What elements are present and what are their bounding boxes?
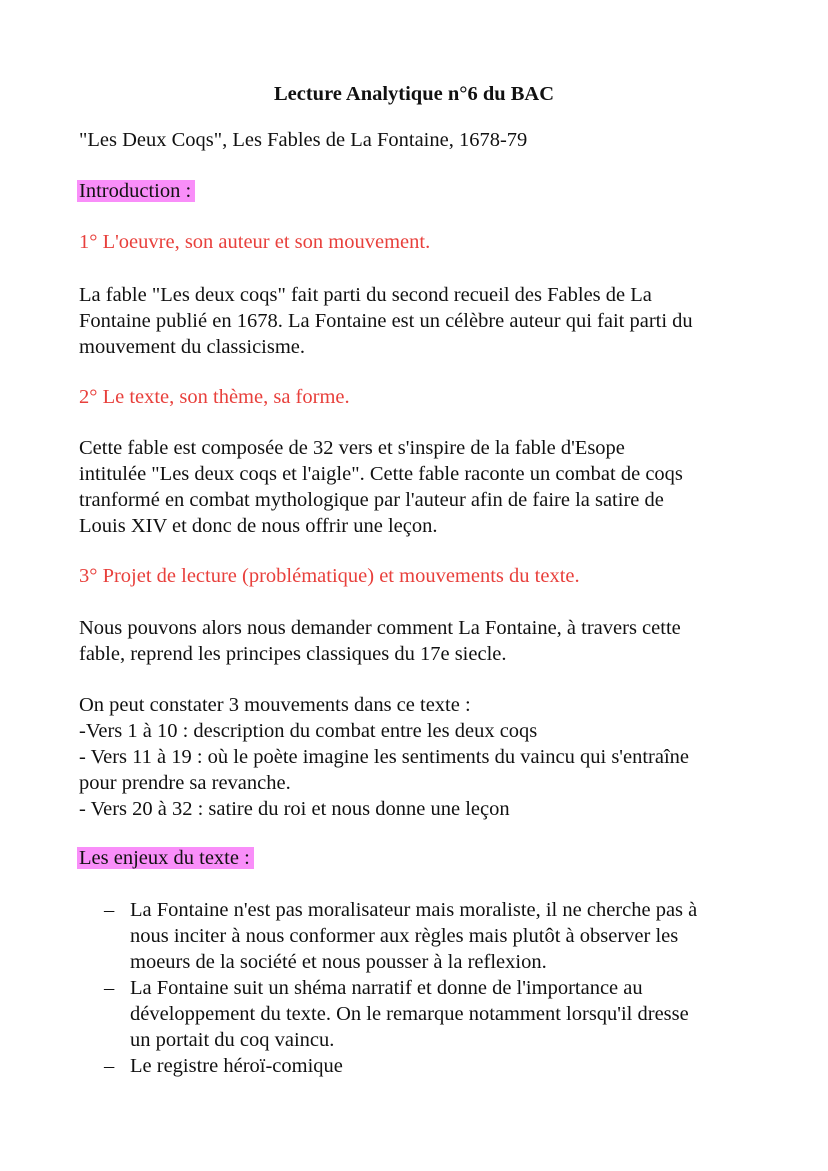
introduction-heading: Introduction :: [77, 180, 195, 202]
list-item: [104, 897, 697, 975]
text-line: moeurs de la société et nous pousser à la reflexion.: [130, 951, 547, 973]
enjeux-list: [104, 897, 697, 1079]
text-line: pour prendre sa revanche.: [79, 772, 291, 794]
text-line: Cette fable est composée de 32 vers et s'inspire de la fable d'Esope: [79, 437, 625, 459]
text-line: - Vers 20 à 32 : satire du roi et nous donne une leçon: [79, 798, 510, 820]
section1-paragraph: [79, 282, 693, 360]
text-line: un portait du coq vaincu.: [130, 1029, 335, 1051]
text-line: - Vers 11 à 19 : où le poète imagine les sentiments du vaincu qui s'entraîne: [79, 746, 690, 768]
text-line: nous inciter à nous conformer aux règles mais plutôt à observer les: [130, 925, 679, 947]
subtitle: "Les Deux Coqs", Les Fables de La Fontaine, 1678-79: [79, 129, 528, 151]
text-line: développement du texte. On le remarque notamment lorsqu'il dresse: [130, 1003, 689, 1025]
list-item: [104, 975, 697, 1053]
text-line: Nous pouvons alors nous demander comment La Fontaine, à travers cette: [79, 617, 681, 639]
enjeux-heading: Les enjeux du texte :: [77, 847, 254, 869]
text-line: mouvement du classicisme.: [79, 336, 306, 358]
section2-paragraph: [79, 435, 683, 539]
text-line: tranformé en combat mythologique par l'auteur afin de faire la satire de: [79, 489, 664, 511]
text-line: fable, reprend les principes classiques du 17e siecle.: [79, 643, 507, 665]
text-line: Fontaine publié en 1678. La Fontaine est un célèbre auteur qui fait parti du: [79, 310, 693, 332]
list-item: [104, 1053, 697, 1079]
text-line: On peut constater 3 mouvements dans ce texte :: [79, 694, 471, 716]
text-line: intitulée "Les deux coqs et l'aigle". Cette fable raconte un combat de coqs: [79, 463, 683, 485]
text-line: La fable "Les deux coqs" fait parti du second recueil des Fables de La: [79, 284, 652, 306]
section1-heading: 1° L'oeuvre, son auteur et son mouvement.: [79, 231, 431, 253]
text-line: -Vers 1 à 10 : description du combat entre les deux coqs: [79, 720, 538, 742]
dash-bullet-icon: –: [104, 1055, 115, 1077]
dash-bullet-icon: –: [104, 899, 115, 921]
document-title: Lecture Analytique n°6 du BAC: [273, 83, 555, 105]
section2-heading: 2° Le texte, son thème, sa forme.: [79, 386, 350, 408]
movements-paragraph: [79, 692, 689, 822]
text-line: La Fontaine n'est pas moralisateur mais moraliste, il ne cherche pas à: [130, 899, 698, 921]
section3-paragraph: [79, 615, 681, 667]
section3-heading: 3° Projet de lecture (problématique) et mouvements du texte.: [79, 565, 580, 587]
dash-bullet-icon: –: [104, 977, 115, 999]
text-line: La Fontaine suit un shéma narratif et donne de l'importance au: [130, 977, 643, 999]
text-line: Louis XIV et donc de nous offrir une leçon.: [79, 515, 438, 537]
text-line: Le registre héroï-comique: [130, 1055, 343, 1077]
